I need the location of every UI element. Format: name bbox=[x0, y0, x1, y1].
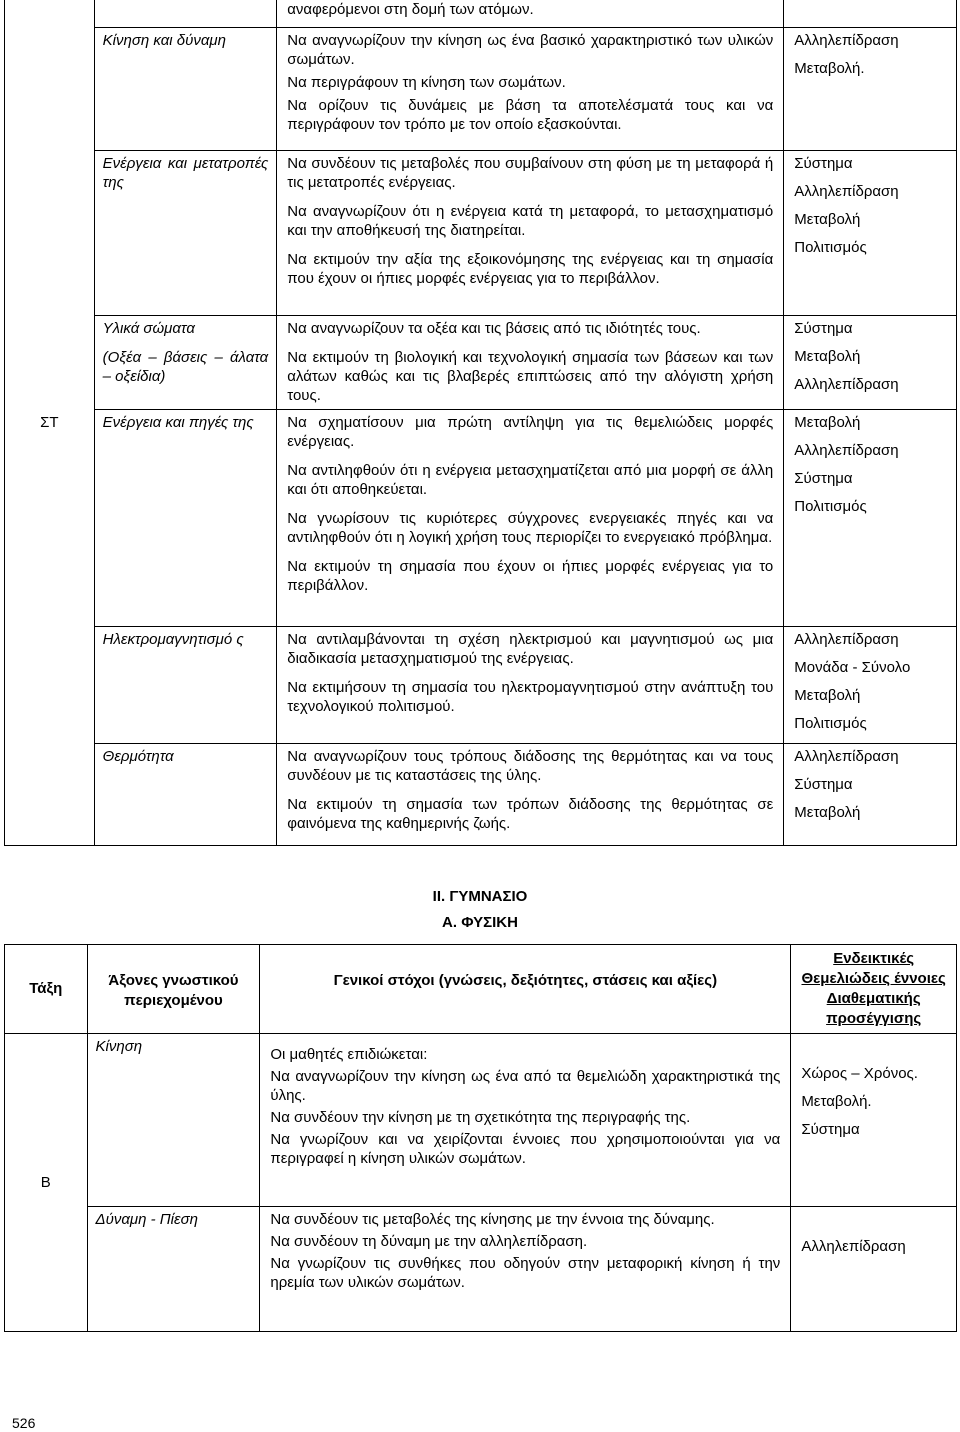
goals-cell bbox=[277, 410, 784, 627]
goal-text: Να ορίζουν τις δυνάμεις με βάση τα αποτελέσματά τους και να περιγράφουν τον τρόπο με τον οποίο εξασκούνται. bbox=[287, 97, 774, 133]
concepts-cell bbox=[784, 0, 957, 28]
axis-cell bbox=[87, 1034, 260, 1207]
goal-text: Να σχηματίσουν μια πρώτη αντίληψη για τις θεμελιώδεις μορφές ενέργειας. bbox=[287, 414, 774, 450]
goal-text: Να εκτιμούν την αξία της εξοικονόμησης της ενέργειας και τη σημασία που έχουν οι ήπιες μορφές ενέργειας για το περιβάλλον. bbox=[287, 251, 774, 287]
concept: Σύστημα bbox=[794, 155, 853, 172]
goal-text: Να συνδέουν την κίνηση με τη σχετικότητα της περιγραφής της. bbox=[270, 1109, 691, 1126]
concepts-cell bbox=[784, 410, 957, 627]
header-goals: Γενικοί στόχοι (γνώσεις, δεξιότητες, στάσεις και αξίες) bbox=[260, 945, 791, 1034]
goals-cell bbox=[277, 316, 784, 410]
axis-label: Υλικά σώματα bbox=[102, 320, 195, 337]
goal-text: Να εκτιμούν τη σημασία που έχουν οι ήπιες μορφές ενέργειας για το περιβάλλον. bbox=[287, 558, 774, 594]
goal-text: Να αναγνωρίζουν τους τρόπους διάδοσης της θερμότητας και να τους συνδέουν με τις καταστάσεις της ύλης. bbox=[287, 748, 774, 784]
axis-cell bbox=[94, 316, 277, 410]
concept: Μεταβολή bbox=[794, 211, 861, 228]
goal-text: Να αναγνωρίζουν ότι η ενέργεια κατά τη μεταφορά, το μετασχηματισμό και την αποθήκευσή της διατηρείται. bbox=[287, 203, 774, 239]
header-axis: Άξονες γνωστικού περιεχομένου bbox=[87, 945, 260, 1034]
axis-cell bbox=[94, 410, 277, 627]
concept: Αλληλεπίδραση bbox=[794, 748, 899, 765]
goals-cell bbox=[277, 0, 784, 28]
concept: Πολιτισμός bbox=[794, 715, 867, 732]
concepts-cell bbox=[784, 28, 957, 151]
concepts-cell bbox=[784, 744, 957, 846]
grade-level: Β bbox=[40, 1174, 51, 1191]
concept: Αλληλεπίδραση bbox=[794, 376, 899, 393]
axis-cell bbox=[94, 28, 277, 151]
concepts-cell bbox=[791, 1207, 957, 1332]
concepts-cell bbox=[784, 316, 957, 410]
table-row bbox=[5, 744, 957, 846]
table-row bbox=[5, 627, 957, 744]
concept: Μεταβολή bbox=[794, 804, 861, 821]
table-row bbox=[5, 151, 957, 316]
goals-cell bbox=[277, 151, 784, 316]
goal-text: Να αναγνωρίζουν τα οξέα και τις βάσεις από τις ιδιότητές τους. bbox=[287, 320, 701, 337]
axis-label: Ενέργεια και μετατροπές της bbox=[102, 155, 269, 191]
concepts-cell bbox=[791, 1034, 957, 1207]
table-row bbox=[5, 1034, 957, 1207]
goal-text: Να συνδέουν τις μεταβολές της κίνησης με την έννοια της δύναμης. bbox=[270, 1211, 715, 1228]
section1-table bbox=[4, 0, 957, 846]
section-title: ΙΙ. ΓΥΜΝΑΣΙΟ bbox=[432, 888, 528, 905]
table-row bbox=[5, 410, 957, 627]
axis-label: Θερμότητα bbox=[102, 748, 174, 765]
intro-text: Οι μαθητές επιδιώκεται: bbox=[270, 1046, 428, 1063]
goal-text: Να συνδέουν τη δύναμη με την αλληλεπίδραση. bbox=[270, 1233, 588, 1250]
grade-level-cell bbox=[5, 1034, 88, 1332]
concepts-cell bbox=[784, 627, 957, 744]
goal-text: Να περιγράφουν τη κίνηση των σωμάτων. bbox=[287, 74, 566, 91]
header-level: Τάξη bbox=[5, 945, 88, 1034]
table-row bbox=[5, 1207, 957, 1332]
goal-text: αναφερόμενοι στη δομή των ατόμων. bbox=[287, 1, 534, 18]
axis-cell bbox=[94, 744, 277, 846]
table-row bbox=[5, 28, 957, 151]
goal-text: Να γνωρίζουν τις συνθήκες που οδηγούν στην μεταφορική κίνηση ή την ηρεμία των υλικών σωμάτων. bbox=[270, 1255, 781, 1291]
concept: Αλληλεπίδραση bbox=[794, 183, 899, 200]
axis-cell bbox=[94, 627, 277, 744]
concept: Σύστημα bbox=[794, 776, 853, 793]
concept: Σύστημα bbox=[801, 1121, 860, 1138]
axis-cell bbox=[94, 151, 277, 316]
axis-label: Κίνηση και δύναμη bbox=[102, 32, 226, 49]
header-concepts: Ενδεικτικές Θεμελιώδεις έννοιες Διαθεματικής προσέγγισης bbox=[791, 945, 957, 1034]
table-row bbox=[5, 316, 957, 410]
grade-level-cell bbox=[5, 0, 95, 846]
concept: Σύστημα bbox=[794, 320, 853, 337]
concept: Πολιτισμός bbox=[794, 239, 867, 256]
concept: Μονάδα - Σύνολο bbox=[794, 659, 911, 676]
goal-text: Να αναγνωρίζουν την κίνηση ως ένα από τα θεμελιώδη χαρακτηριστικά της ύλης. bbox=[270, 1068, 781, 1104]
concept: Χώρος – Χρόνος. bbox=[801, 1065, 918, 1082]
grade-level: ΣΤ bbox=[40, 414, 59, 431]
page-number: 526 bbox=[12, 1415, 36, 1431]
goal-text: Να αντιλαμβάνονται τη σχέση ηλεκτρισμού και μαγνητισμού ως μια διαδικασία μετασχηματισμού της ενέργειας. bbox=[287, 631, 774, 667]
goal-text: Να εκτιμούν τη σημασία των τρόπων διάδοσης της θερμότητας σε φαινόμενα της καθημερινής ζωής. bbox=[287, 796, 774, 832]
goal-text: Να εκτιμήσουν τη σημασία του ηλεκτρομαγνητισμού στην ανάπτυξη του τεχνολογικού πολιτισμού. bbox=[287, 679, 774, 715]
concept: Αλληλεπίδραση bbox=[794, 32, 899, 49]
concept: Μεταβολή bbox=[794, 687, 861, 704]
concepts-cell bbox=[784, 151, 957, 316]
goals-cell bbox=[277, 28, 784, 151]
axis-label: Δύναμη - Πίεση bbox=[95, 1211, 198, 1228]
table-row bbox=[5, 0, 957, 28]
axis-label: (Οξέα – βάσεις – άλατα – οξείδια) bbox=[102, 349, 269, 385]
concept: Μεταβολή. bbox=[801, 1093, 872, 1110]
axis-label: Κίνηση bbox=[95, 1038, 143, 1055]
concept: Αλληλεπίδραση bbox=[794, 631, 899, 648]
concept: Μεταβολή bbox=[794, 348, 861, 365]
goal-text: Να αντιληφθούν ότι η ενέργεια μετασχηματίζεται από μια μορφή σε άλλη και ότι αποθηκεύεται. bbox=[287, 462, 774, 498]
goal-text: Να γνωρίσουν τις κυριότερες σύγχρονες ενεργειακές πηγές και να αντιληφθούν ότι η λογική χρήση τους περιορίζει το ενεργειακό πρόβλημα. bbox=[287, 510, 774, 546]
goals-cell bbox=[260, 1034, 791, 1207]
concept: Σύστημα bbox=[794, 470, 853, 487]
axis-label: Ενέργεια και πηγές της bbox=[102, 414, 254, 431]
concept: Μεταβολή bbox=[794, 414, 861, 431]
section2-table bbox=[4, 944, 957, 1332]
goal-text: Να γνωρίζουν και να χειρίζονται έννοιες που χρησιμοποιούνται για να περιγραφεί η κίνηση υλικών σωμάτων. bbox=[270, 1131, 781, 1167]
goals-cell bbox=[277, 627, 784, 744]
axis-label: Ηλεκτρομαγνητισμό ς bbox=[102, 631, 244, 648]
goals-cell bbox=[260, 1207, 791, 1332]
axis-cell bbox=[87, 1207, 260, 1332]
goal-text: Να εκτιμούν τη βιολογική και τεχνολογική σημασία των βάσεων και των αλάτων καθώς και τις βλαβερές επιπτώσεις από την αλόγιστη χρήση τους. bbox=[287, 349, 774, 404]
header-row bbox=[5, 945, 957, 1034]
section-subtitle: Α. ΦΥΣΙΚΗ bbox=[442, 914, 518, 931]
concept: Αλληλεπίδραση bbox=[794, 442, 899, 459]
goals-cell bbox=[277, 744, 784, 846]
goal-text: Να αναγνωρίζουν την κίνηση ως ένα βασικό χαρακτηριστικό των υλικών σωμάτων. bbox=[287, 32, 774, 68]
axis-cell bbox=[94, 0, 277, 28]
goal-text: Να συνδέουν τις μεταβολές που συμβαίνουν στη φύση με τη μεταφορά ή τις μετατροπές ενέργειας. bbox=[287, 155, 774, 191]
concept: Αλληλεπίδραση bbox=[801, 1238, 906, 1255]
concept: Μεταβολή. bbox=[794, 60, 865, 77]
concept: Πολιτισμός bbox=[794, 498, 867, 515]
